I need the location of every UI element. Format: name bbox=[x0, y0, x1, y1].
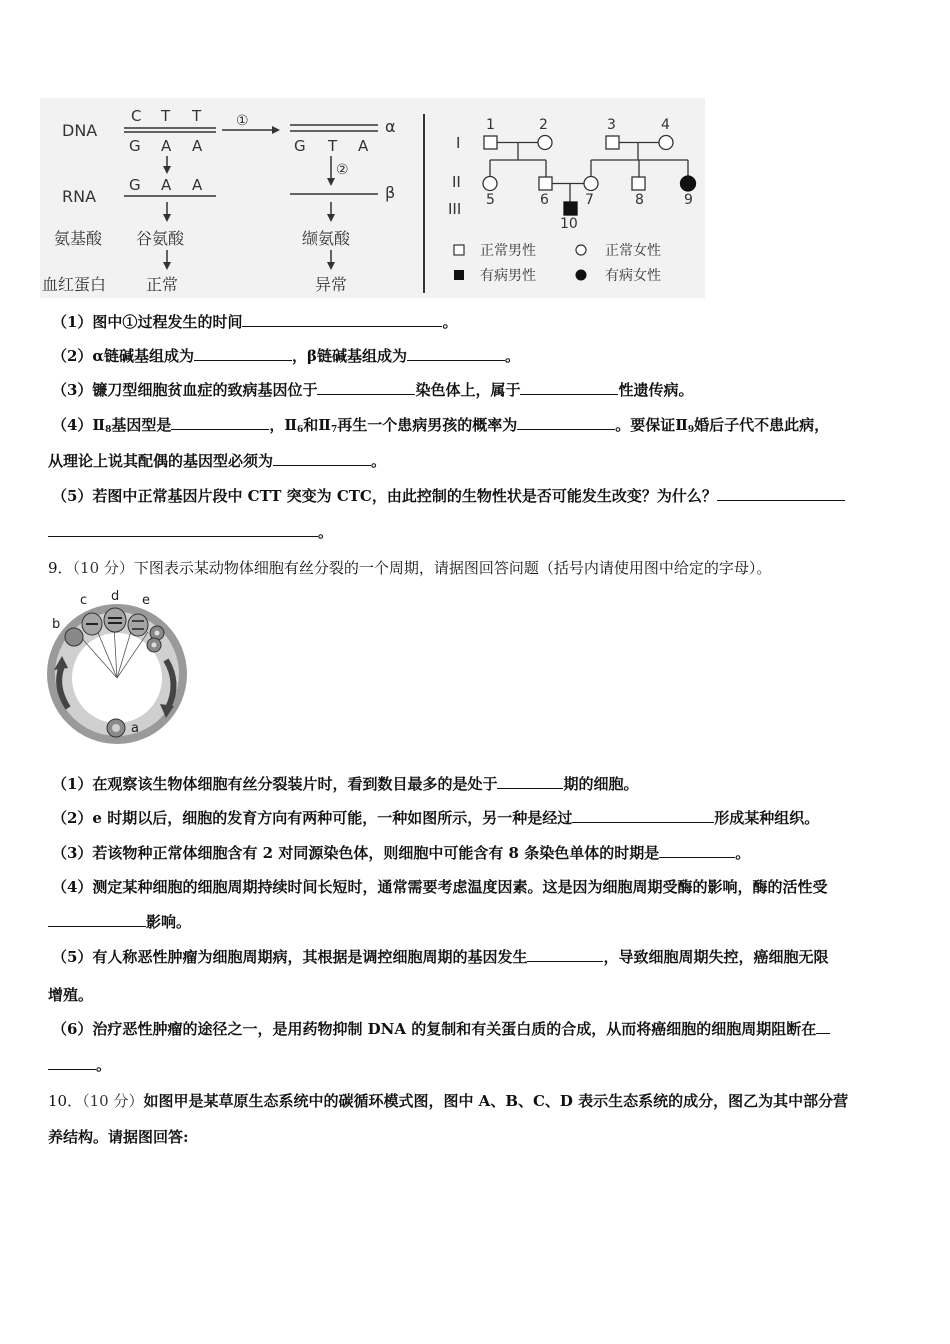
legend-affected-male-icon bbox=[454, 270, 464, 280]
dna-bottom-1: G bbox=[129, 137, 141, 155]
person-9-number: 9 bbox=[684, 192, 693, 208]
stage-label-c: c bbox=[80, 593, 88, 608]
rna-base-3: A bbox=[192, 176, 203, 194]
stage-label-a: a bbox=[131, 721, 139, 736]
legend-normal-female: 正常女性 bbox=[605, 243, 661, 259]
alpha-base-3: A bbox=[358, 137, 369, 155]
q8-item-1: （1）图中①过程发生的时间 。 bbox=[52, 313, 458, 331]
legend-affected-male: 有病男性 bbox=[480, 268, 536, 284]
dna-top-2: T bbox=[161, 107, 171, 125]
valine-label: 缬氨酸 bbox=[302, 229, 351, 248]
q9-item-5: （5）有人称恶性肿瘤为细胞周期病，其根据是调控细胞周期的基因发生 ，导致细胞周期失控，癌细胞无限 bbox=[52, 948, 829, 966]
q9-item-6-cont: 。 bbox=[48, 1055, 111, 1075]
generation-I: I bbox=[456, 134, 461, 152]
q8-item-2: （2）α链碱基组成为 ，β链碱基组成为 。 bbox=[52, 347, 520, 365]
gene-expression-pedigree-figure bbox=[40, 98, 705, 298]
step-2-label: ② bbox=[336, 162, 349, 178]
q8-blank-4c[interactable] bbox=[273, 451, 371, 466]
q8-blank-5b[interactable] bbox=[48, 522, 318, 537]
legend-normal-male: 正常男性 bbox=[480, 243, 536, 259]
person-5-normal-female bbox=[483, 177, 497, 191]
person-8-number: 8 bbox=[635, 192, 644, 208]
person-10-number: 10 bbox=[560, 216, 578, 232]
person-4-normal-female bbox=[659, 136, 673, 150]
dna-top-3: T bbox=[192, 107, 202, 125]
legend-normal-female-icon bbox=[576, 245, 586, 255]
q8-blank-1[interactable] bbox=[242, 312, 442, 327]
rna-base-1: G bbox=[129, 176, 141, 194]
person-7-normal-female bbox=[584, 177, 598, 191]
person-3-number: 3 bbox=[607, 117, 616, 133]
alpha-label: α bbox=[385, 117, 396, 136]
abnormal-label: 异常 bbox=[315, 275, 348, 294]
person-1-number: 1 bbox=[486, 117, 495, 133]
q9-blank-3[interactable] bbox=[659, 843, 735, 858]
q9-blank-2[interactable] bbox=[572, 808, 714, 823]
stage-label-e: e bbox=[142, 593, 150, 608]
stage-b-cell bbox=[65, 628, 83, 646]
dna-label: DNA bbox=[62, 121, 98, 140]
cell-cycle-figure bbox=[40, 588, 192, 748]
stage-d-cell bbox=[104, 608, 126, 632]
stage-label-b: b bbox=[52, 617, 61, 632]
q8-item-4-cont: 从理论上说其配偶的基因型必须为 。 bbox=[48, 452, 387, 470]
person-10-affected-male bbox=[564, 202, 577, 215]
q9-item-3: （3）若该物种正常体细胞含有 2 对同源染色体，则细胞中可能含有 8 条染色单体的时期是 。 bbox=[52, 844, 751, 862]
q10-stem-cont: 养结构。请据图回答: bbox=[48, 1128, 189, 1146]
q9-blank-5[interactable] bbox=[527, 947, 603, 962]
q8-item-5: （5）若图中正常基因片段中 CTT 突变为 CTC，由此控制的生物性状是否可能发生改变？为什么？ bbox=[52, 486, 845, 506]
q8-item-5-cont: 。 bbox=[48, 522, 333, 542]
q8-blank-3b[interactable] bbox=[520, 380, 618, 395]
q8-blank-4a[interactable] bbox=[171, 415, 269, 430]
q9-blank-1[interactable] bbox=[497, 774, 563, 789]
q9-blank-4[interactable] bbox=[48, 912, 146, 927]
q10-stem: 10．（10 分）如图甲是某草原生态系统中的碳循环模式图，图中 A、B、C、D 表示生态系统的成分，图乙为其中部分营 bbox=[48, 1092, 849, 1110]
person-1-normal-male bbox=[484, 136, 497, 149]
person-7-number: 7 bbox=[585, 192, 594, 208]
q8-blank-3a[interactable] bbox=[317, 380, 415, 395]
dna-bottom-2: A bbox=[161, 137, 172, 155]
beta-label: β bbox=[385, 183, 396, 202]
q8-blank-2b[interactable] bbox=[407, 346, 505, 361]
person-3-normal-male bbox=[606, 136, 619, 149]
legend-affected-female: 有病女性 bbox=[605, 268, 661, 284]
legend-normal-male-icon bbox=[454, 245, 464, 255]
glutamic-acid-label: 谷氨酸 bbox=[136, 229, 185, 248]
person-9-affected-female bbox=[681, 176, 696, 191]
dna-bottom-3: A bbox=[192, 137, 203, 155]
q8-blank-4b[interactable] bbox=[517, 415, 615, 430]
stage-label-d: d bbox=[111, 589, 120, 604]
q8-item-4: $(4)Ⅱ_8$基因型是 ，$Ⅱ_6$和$Ⅱ_7$再生一个患病男孩的概率为 。要保证$Ⅱ_9$婚后子代不患此病， bbox=[52, 416, 830, 435]
amino-acid-label: 氨基酸 bbox=[54, 229, 103, 248]
generation-II: II bbox=[452, 173, 461, 191]
person-5-number: 5 bbox=[486, 192, 495, 208]
q8-blank-5a[interactable] bbox=[717, 486, 845, 501]
q9-item-1: （1）在观察该生物体细胞有丝分裂装片时，看到数目最多的是处于 期的细胞。 bbox=[52, 775, 639, 793]
q9-item-5-cont: 增殖。 bbox=[48, 986, 94, 1004]
alpha-base-1: G bbox=[294, 137, 306, 155]
rna-label: RNA bbox=[62, 187, 97, 206]
alpha-base-2: T bbox=[328, 137, 338, 155]
q9-blank-6b[interactable] bbox=[48, 1055, 96, 1070]
stage-e-cell bbox=[128, 614, 148, 636]
person-6-normal-male bbox=[539, 177, 552, 190]
generation-III: III bbox=[448, 200, 462, 218]
hemoglobin-label: 血红蛋白 bbox=[42, 275, 107, 294]
person-4-number: 4 bbox=[661, 117, 670, 133]
q9-stem: 9．（10 分）下图表示某动物体细胞有丝分裂的一个周期，请据图回答问题（括号内请使用图中给定的字母）。 bbox=[48, 559, 772, 577]
q9-item-4: （4）测定某种细胞的细胞周期持续时间长短时，通常需要考虑温度因素。这是因为细胞周期受酶的影响，酶的活性受 bbox=[52, 878, 828, 896]
rna-base-2: A bbox=[161, 176, 172, 194]
q8-item-3: （3）镰刀型细胞贫血症的致病基因位于 染色体上，属于 性遗传病。 bbox=[52, 381, 694, 399]
q9-item-6: （6）治疗恶性肿瘤的途径之一，是用药物抑制 DNA 的复制和有关蛋白质的合成，从而将癌细胞的细胞周期阻断在 bbox=[52, 1019, 830, 1039]
q8-blank-2a[interactable] bbox=[194, 346, 292, 361]
q9-blank-6a[interactable] bbox=[816, 1019, 830, 1034]
person-8-normal-male bbox=[632, 177, 645, 190]
q9-item-2: （2）e 时期以后，细胞的发育方向有两种可能，一种如图所示，另一种是经过 形成某种组织。 bbox=[52, 809, 820, 827]
normal-label: 正常 bbox=[146, 275, 179, 294]
person-2-normal-female bbox=[538, 136, 552, 150]
dna-top-1: C bbox=[131, 107, 142, 125]
q9-item-4-cont: 影响。 bbox=[48, 912, 191, 932]
person-2-number: 2 bbox=[539, 117, 548, 133]
legend-affected-female-icon bbox=[576, 270, 587, 281]
person-6-number: 6 bbox=[540, 192, 549, 208]
step-1-label: ① bbox=[236, 113, 249, 129]
